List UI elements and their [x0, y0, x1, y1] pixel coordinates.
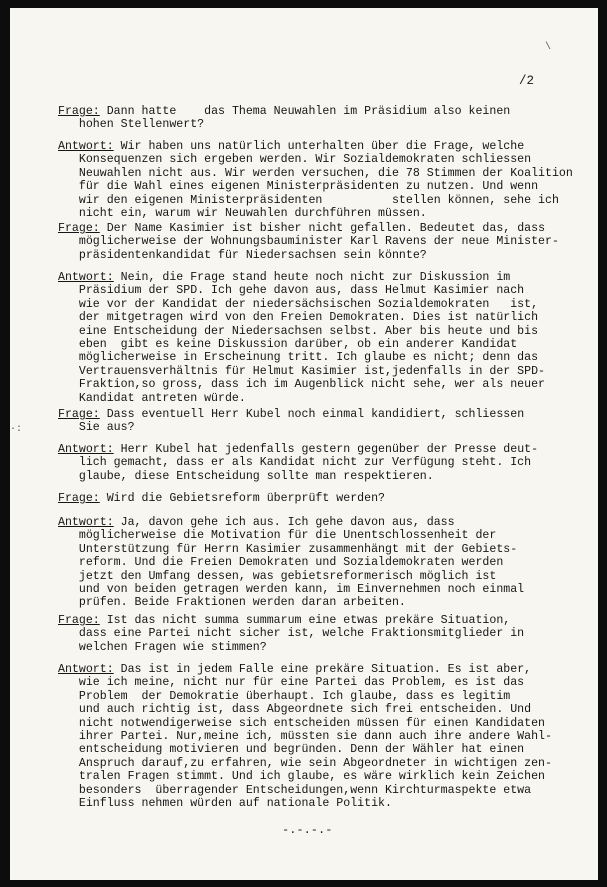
answer-label: Antwort:	[58, 516, 114, 529]
answer-block	[58, 271, 578, 405]
scan-speck-icon: \	[545, 42, 552, 53]
answer-label: Antwort:	[58, 140, 114, 153]
page-number: /2	[518, 74, 534, 88]
block-text: nicht ein, warum wir Neuwahlen durchführen müssen.	[58, 207, 427, 221]
block-text: Der Name Kasimier ist bisher nicht gefallen. Bedeutet das, dass möglicherweise der Wohnungsbauminister Karl Ravens der neue Minister- präsidentenkandidat für Niedersachsen sein könnte?	[78, 222, 559, 262]
question-label: Frage:	[58, 222, 100, 235]
block-text: für die Wahl eines eigenen Ministerpräsidenten zu nutzen. Und wenn	[58, 180, 539, 194]
question-block	[58, 614, 578, 654]
block-text: Das ist in jedem Falle eine prekäre Situation. Es ist aber, wie ich meine, nicht nur für eine Partei das Problem, es ist das Problem der Demokratie überhaupt. Ich glaube, dass es legitim und auch richtig ist, dass Abgeordnete sich frei entscheiden. Und nicht notwendigerweise sich entscheiden müssen für einen Kandidaten ihrer Partei. Nur,meine ich, müssten sie dann auch ihre andere Wahl- entscheidung motivieren und begründen. Denn der Wähler hat einen Anspruch darauf,zu erfahren, wie sein Abgeordneter in wichtigen zen- tralen Fragen stimmt. Und ich glaube, es wäre wirklich kein Zeichen besonders überragender Entscheidungen,wenn Kirchturmaspekte etwa Einfluss nehmen würden auf nationale Politik.	[78, 663, 552, 811]
question-label: Frage:	[58, 408, 100, 421]
question-label: Frage:	[58, 105, 100, 118]
block-text: Neuwahlen nicht aus. Wir werden versuchen, die 78 Stimmen der Koalition	[58, 166, 573, 180]
answer-block	[58, 516, 578, 610]
answer-label: Antwort:	[58, 663, 114, 676]
answer-block	[58, 140, 578, 220]
block-text: hohen Stellenwert?	[58, 118, 205, 132]
answer-label: Antwort:	[58, 271, 114, 284]
block-text: Dass eventuell Herr Kubel noch einmal kandidiert, schliessen Sie aus?	[78, 408, 525, 435]
block-text: Nein, die Frage stand heute noch nicht zur Diskussion im Präsidium der SPD. Ich gehe davon aus, dass Helmut Kasimier nach wie vor der Kandidat der niedersächsischen Sozialdemokraten ist, der mitgetragen wird von den Freien Demokraten. Dies ist natürlich eine Entscheidung der Niedersachsen selbst. Aber bis heute und bis eben gibt es keine Diskussion darüber, ob ein anderer Kandidat möglicherweise in Erscheinung tritt. Ich glaube es nicht; denn das Vertrauensverhältnis für Helmut Kasimier ist,jedenfalls in der SPD- Fraktion,so gross, dass ich im Augenblick nicht sehe, wer als neuer Kandidat antreten würde.	[78, 271, 546, 405]
block-text: Ja, davon gehe ich aus. Ich gehe davon aus, dass möglicherweise die Motivation für die Unentschlossenheit der Unterstützung für Herrn Kasimier zusammenhängt mit der Gebiets- reform. Und die Freien Demokraten und Sozialdemokraten werden jetzt den Umfang dessen, was gebietsreformerisch möglich ist und von beiden getragen werden kann, im Einvernehmen noch einmal prüfen. Beide Fraktionen werden daran arbeiten.	[78, 516, 525, 610]
block-text: Dann hatte das Thema Neuwahlen im Präsidium also keinen	[99, 105, 511, 118]
block-text: Wir haben uns natürlich unterhalten über die Frage, welche	[113, 140, 525, 153]
answer-block	[58, 443, 578, 483]
block-text: Ist das nicht summa summarum eine etwas prekäre Situation, dass eine Partei nicht sicher ist, welche Fraktionsmitglieder in welchen Fragen wie stimmen?	[78, 614, 525, 654]
block-text: Herr Kubel hat jedenfalls gestern gegenüber der Presse deut- lich gemacht, dass er als Kandidat nicht zur Verfügung steht. Ich glaube, diese Entscheidung sollte man respektieren.	[78, 443, 539, 483]
question-label: Frage:	[58, 492, 100, 505]
block-text: wir den eigenen Ministerpräsidenten stellen können, sehe ich	[58, 193, 559, 207]
question-block	[58, 408, 578, 435]
end-separator: -.-.-.-	[282, 823, 333, 837]
question-block	[58, 492, 578, 505]
answer-block	[58, 663, 578, 810]
answer-label: Antwort:	[58, 443, 114, 456]
block-text: Konsequenzen sich ergeben werden. Wir Sozialdemokraten schliessen	[58, 153, 532, 167]
block-text: Wird die Gebietsreform überprüft werden?	[99, 492, 386, 505]
question-block	[58, 222, 578, 262]
scan-speck-icon: ·:	[10, 424, 23, 435]
document-page	[10, 8, 598, 880]
question-block	[58, 105, 578, 132]
question-label: Frage:	[58, 614, 100, 627]
